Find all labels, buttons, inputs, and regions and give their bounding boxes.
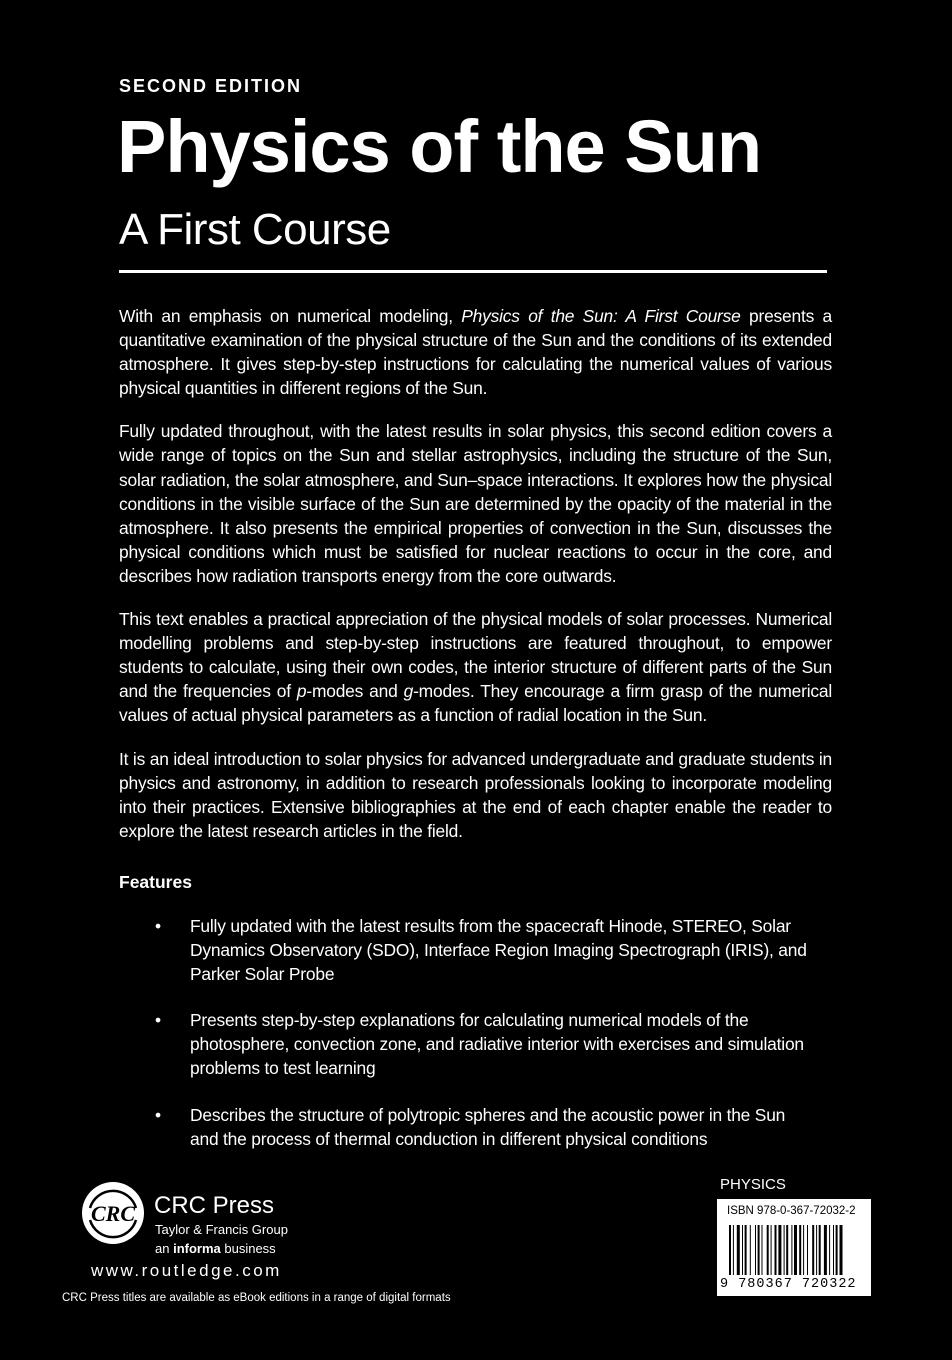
isbn-text: ISBN 978-0-367-72032-2	[727, 1205, 856, 1217]
barcode-bar	[784, 1225, 785, 1275]
barcode-bar	[755, 1225, 756, 1275]
barcode-bar	[819, 1225, 821, 1275]
barcode-bar	[771, 1225, 772, 1275]
logo-text: CRC	[90, 1201, 136, 1226]
barcode-icon	[729, 1225, 861, 1279]
subject-label: PHYSICS	[720, 1176, 786, 1193]
barcode-bar	[807, 1225, 808, 1275]
bullet-icon: •	[155, 916, 161, 936]
barcode-bar	[791, 1225, 792, 1275]
barcode-panel	[717, 1199, 871, 1296]
barcode-bar	[733, 1225, 734, 1275]
book-subtitle: A First Course	[119, 205, 391, 254]
barcode-bar	[799, 1225, 801, 1275]
barcode-bar	[762, 1225, 763, 1275]
barcode-bar	[750, 1225, 751, 1275]
ebook-note: CRC Press titles are available as eBook editions in a range of digital formats	[62, 1292, 451, 1304]
crc-logo-icon	[80, 1180, 146, 1246]
barcode-bar	[812, 1225, 814, 1275]
barcode-bar	[794, 1225, 797, 1275]
barcode-bar	[840, 1225, 843, 1275]
barcode-bar	[745, 1225, 747, 1275]
barcode-bar	[778, 1225, 781, 1275]
barcode-bar	[742, 1225, 743, 1275]
description-paragraph-1: With an emphasis on numerical modeling, Physics of the Sun: A First Course presents a quantitative examination of the physical structure of the Sun and the conditions of its extended atmosphere. It gives step-by-step instructions for calculating the numerical values of various physical quantities in different regions of the Sun.	[119, 306, 832, 399]
barcode-bar	[758, 1225, 760, 1275]
barcode-bar	[836, 1225, 838, 1275]
barcode-bar	[737, 1225, 740, 1275]
description-paragraph-3: This text enables a practical appreciation of the physical models of solar processes. Numerical modelling problems and step-by-step instructions are featured throughout, to empower students to calculate, using their own codes, the interior structure of different parts of the Sun and the frequencies of p-modes and g-modes. They encourage a firm grasp of the numerical values of actual physical parameters as a function of radial location in the Sun.	[119, 609, 832, 726]
bullet-icon: •	[155, 1104, 161, 1125]
publisher-group: Taylor & Francis Group	[155, 1222, 288, 1237]
edition-label: SECOND EDITION	[119, 76, 303, 96]
barcode-bar	[829, 1225, 830, 1275]
publisher-website[interactable]: www.routledge.com	[91, 1261, 282, 1280]
barcode-bar	[833, 1225, 834, 1275]
barcode-bar	[786, 1225, 788, 1275]
barcode-digits: 9 780367 720322	[720, 1277, 857, 1292]
barcode-bar	[767, 1225, 769, 1275]
features-list	[155, 914, 815, 1173]
feature-item: • Describes the structure of polytropic spheres and the acoustic power in the Sun and the process of thermal conduction in different physical conditions	[155, 1104, 786, 1149]
barcode-bar	[824, 1225, 827, 1275]
barcode-bar	[729, 1225, 731, 1275]
barcode-bar	[775, 1225, 777, 1275]
description-paragraph-2: Fully updated throughout, with the latest results in solar physics, this second edition covers a wide range of topics on the Sun and stellar astrophysics, including the structure of the Sun, solar radiation, the solar atmosphere, and Sun–space interactions. It explores how the physical conditions in the visible surface of the Sun are determined by the opacity of the material in the atmosphere. It also presents the empirical properties of convection in the Sun, discusses the physical conditions which must be satisfied for nuclear reactions to occur in the core, and describes how radiation transports energy from the core outwards.	[119, 421, 832, 586]
bullet-icon: •	[155, 1010, 161, 1031]
description	[119, 304, 832, 862]
barcode-bar	[803, 1225, 804, 1275]
book-title: Physics of the Sun	[117, 105, 762, 188]
description-paragraph-4: It is an ideal introduction to solar physics for advanced undergraduate and graduate students in physics and astronomy, in addition to research professionals looking to incorporate modeling into their practices. Extensive bibliographies at the end of each chapter enable the reader to explore the latest research articles in the field.	[119, 748, 832, 841]
barcode-bar	[816, 1225, 817, 1275]
publisher-informa: an informa business	[155, 1241, 276, 1256]
features-heading: Features	[119, 872, 192, 892]
publisher-name: CRC Press	[154, 1192, 275, 1219]
feature-item: • Fully updated with the latest results from the spacecraft Hinode, STEREO, Solar Dynamics Observatory (SDO), Interface Region Imaging Spectrograph (IRIS), and Parker Solar Probe	[155, 916, 807, 985]
feature-item: • Presents step-by-step explanations for calculating numerical models of the photosphere, convection zone, and radiative interior with exercises and simulation problems to test learning	[155, 1010, 804, 1079]
title-divider	[119, 270, 827, 273]
